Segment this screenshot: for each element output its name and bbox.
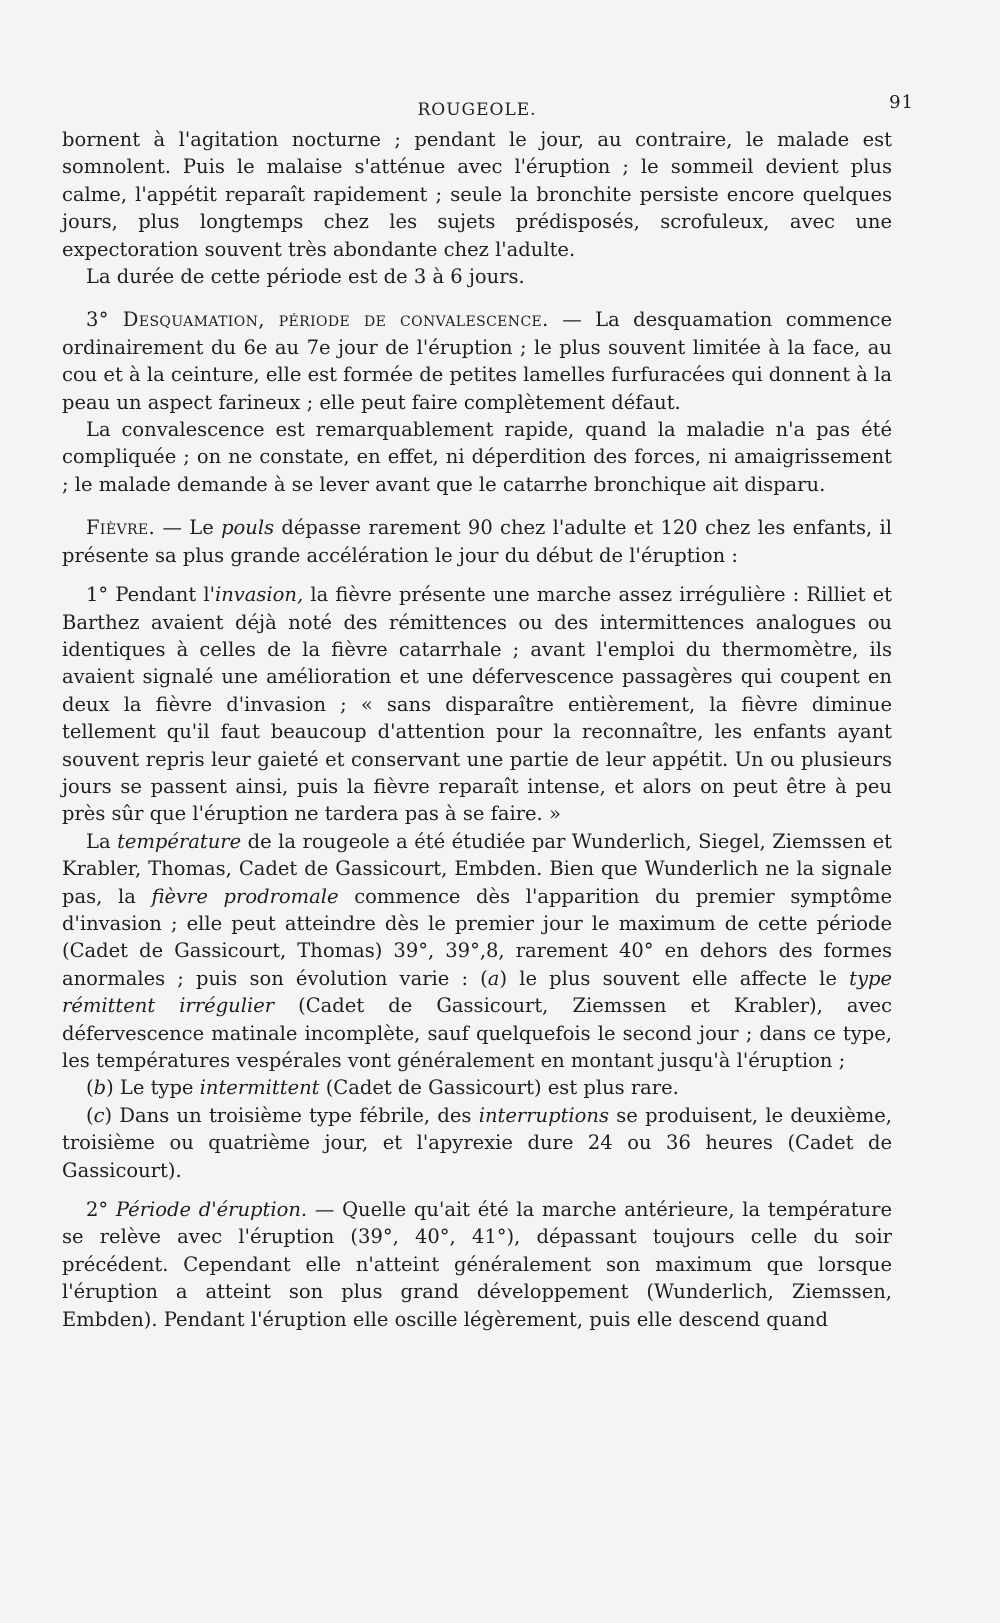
paragraph-2: La durée de cette période est de 3 à 6 jours.: [86, 265, 525, 289]
emphasis: intermittent: [199, 1076, 320, 1100]
emphasis: type rémittent irrégulier: [62, 966, 893, 1018]
emphasis: pouls: [221, 516, 275, 540]
paragraph-text: — La desquamation commence ordinairement du 6e au 7e jour de l'éruption ; le plus souvent limitée à la face, au cou et à la ceinture, elle est formée de petites lamelles furfuracées qui donnent à la peau un aspect farineux ; elle peut faire complètement défaut.: [62, 308, 892, 414]
paragraph-eruption: [62, 1196, 892, 1333]
page-header: [62, 92, 914, 126]
emphasis: Période d'éruption.: [115, 1198, 308, 1222]
text-run: la fièvre présente une marche assez irrégulière : Rilliet et Barthez avaient déjà noté des rémittences ou des intermittences analogues ou identiques à celles de la fièvre catarrhale ; avant l'emploi du thermomètre, ils avaient signalé une amélioration et une défervescence passagères qui coupent en deux la fièvre d'invasion ; « sans disparaître entièrement, la fièvre diminue tellement qu'il faut beaucoup d'attention pour la reconnaître, les enfants ayant souvent repris leur gaieté et conservant une partie de leur appétit. Un ou plusieurs jours se passent ainsi, puis la fièvre reparaît intense, et alors on peut être à peu près sûr que l'éruption ne tardera pas à se faire. »: [62, 583, 892, 826]
text-run: de la rougeole a été étudiée par Wunderlich, Siegel, Ziemssen et Krabler, Thomas, Cadet de Gassicourt, Embden. Bien que Wunderlich ne la signale pas, la: [62, 829, 892, 908]
running-head: ROUGEOLE.: [417, 100, 537, 120]
paragraph-type-c: [62, 1102, 892, 1184]
text-run: (Cadet de Gassicourt, Ziemssen et Krabler), avec défervescence matinale incomplète, sauf quelquefois le second jour ; dans ce type, les températures vespérales vont généralement en montant jusqu'à l'éruption ;: [62, 994, 892, 1072]
text-run: 1° Pendant l': [86, 583, 215, 607]
paragraph-desquamation: [62, 306, 892, 416]
section-heading-fievre: Fièvre.: [86, 516, 156, 540]
emphasis: a: [487, 966, 500, 990]
section-heading-desquamation: 3° Desquamation, période de convalescence.: [86, 308, 549, 332]
body-text: [62, 126, 892, 1333]
text-run: 2°: [86, 1198, 116, 1222]
emphasis: température: [117, 829, 242, 853]
text-run: (: [86, 1103, 94, 1127]
paragraph-type-b: [62, 1074, 892, 1101]
paragraph-fievre: [62, 514, 892, 569]
paragraph-invasion: [62, 581, 892, 828]
text-run: ) Dans un troisième type fébrile, des: [104, 1103, 479, 1127]
text-run: commence dès l'apparition du premier symptôme d'invasion ; elle peut atteindre dès le premier jour le maximum de cette période (Cadet de Gassicourt, Thomas) 39°, 39°,8, rarement 40° en dehors des formes anormales ; puis son évolution varie : (: [62, 884, 893, 990]
text-run: — Le: [155, 516, 222, 540]
text-run: — Quelle qu'ait été la marche antérieure, la température se relève avec l'éruption (39°, 40°, 41°), dépassant toujours celle du soir précédent. Cependant elle n'atteint généralement son maximum que lorsque l'éruption a atteint son plus grand développement (Wunderlich, Ziemssen, Embden). Pendant l'éruption elle oscille légèrement, puis elle descend quand: [62, 1198, 892, 1331]
paragraph-convalescence: La convalescence est remarquablement rapide, quand la maladie n'a pas été compliquée ; on ne constate, en effet, ni déperdition des forces, ni amaigrissement ; le malade demande à se lever avant que le catarrhe bronchique ait disparu.: [62, 418, 892, 496]
text-run: (Cadet de Gassicourt) est plus rare.: [319, 1076, 679, 1100]
text-run: ) le plus souvent elle affecte le: [499, 966, 850, 990]
paragraph-1: bornent à l'agitation nocturne ; pendant le jour, au contraire, le malade est somnolent. Puis le malaise s'atténue avec l'éruption ; le sommeil devient plus calme, l'appétit reparaît rapidement ; seule la bronchite persiste encore quelques jours, plus longtemps chez les sujets prédisposés, scrofuleux, avec une expectoration souvent très abondante chez l'adulte.: [62, 128, 892, 261]
emphasis: c: [93, 1103, 105, 1127]
page-number: 91: [889, 92, 914, 113]
emphasis: interruptions: [478, 1103, 609, 1127]
emphasis: b: [93, 1076, 107, 1100]
text-run: (: [86, 1076, 94, 1100]
text-run: ) Le type: [106, 1076, 200, 1100]
text-run: La: [86, 829, 118, 853]
paragraph-temperature: [62, 828, 892, 1075]
emphasis: fièvre prodromale: [151, 884, 339, 908]
text-run: se produisent, le deuxième, troisième ou quatrième jour, et l'apyrexie dure 24 ou 36 heures (Cadet de Gassicourt).: [62, 1103, 892, 1182]
emphasis: invasion,: [214, 583, 304, 607]
text-run: dépasse rarement 90 chez l'adulte et 120 chez les enfants, il présente sa plus grande accélération le jour du début de l'éruption :: [62, 516, 892, 567]
